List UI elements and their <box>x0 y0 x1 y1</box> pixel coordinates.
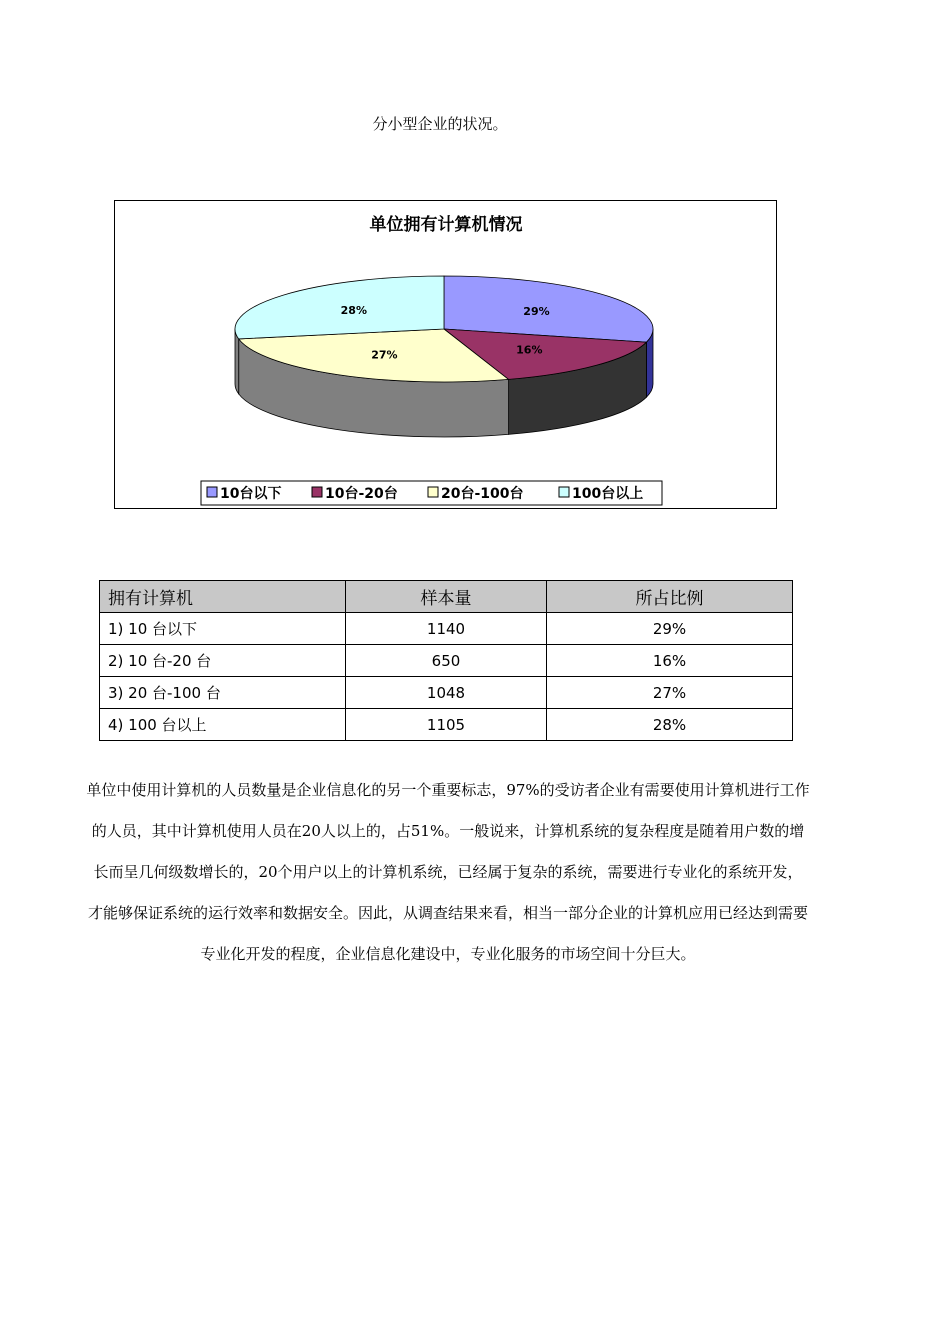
body-paragraph: 单位中使用计算机的人员数量是企业信息化的另一个重要标志，97%的受访者企业有需要使用计算机进行工作的人员，其中计算机使用人员在20人以上的，占51%。一般说来，计算机系统的复杂程度是随着用户数的增长而呈几何级数增长的，20个用户以上的计算机系统，已经属于复杂的系统，需要进行专业化的系统开发，才能够保证系统的运行效率和数据安全。因此，从调查结果来看，相当一部分企业的计算机应用已经达到需要专业化开发的程度，企业信息化建设中，专业化服务的市场空间十分巨大。 <box>86 781 810 963</box>
legend-swatch <box>559 487 569 497</box>
legend-swatch <box>207 487 217 497</box>
row-sample: 650 <box>346 645 547 677</box>
table-row <box>100 645 793 677</box>
table-header-row <box>100 581 793 613</box>
legend-label: 10台-20台 <box>325 486 398 502</box>
header-ownership: 拥有计算机 <box>100 581 346 613</box>
row-category: 2) 10 台-20 台 <box>100 645 346 677</box>
table-row <box>100 709 793 741</box>
row-category: 1) 10 台以下 <box>100 613 346 645</box>
row-category: 3) 20 台-100 台 <box>100 677 346 709</box>
row-category: 4) 100 台以上 <box>100 709 346 741</box>
legend-label: 10台以下 <box>220 486 282 502</box>
row-percent: 29% <box>547 613 793 645</box>
pie-chart-svg <box>115 201 778 510</box>
table-row <box>100 613 793 645</box>
row-percent: 27% <box>547 677 793 709</box>
pie-data-label: 28% <box>340 304 367 318</box>
pie-chart <box>114 200 777 509</box>
pie-data-label: 29% <box>523 304 550 318</box>
intro-text: 分小型企业的状况。 <box>372 115 508 133</box>
pie-slice-3 <box>235 276 444 339</box>
legend-swatch <box>428 487 438 497</box>
row-sample: 1048 <box>346 677 547 709</box>
pie-data-label: 27% <box>371 348 398 362</box>
legend-swatch <box>312 487 322 497</box>
header-proportion: 所占比例 <box>547 581 793 613</box>
row-percent: 16% <box>547 645 793 677</box>
row-percent: 28% <box>547 709 793 741</box>
chart-title: 单位拥有计算机情况 <box>369 215 523 235</box>
computer-ownership-table <box>99 580 793 741</box>
legend-label: 100台以上 <box>572 486 644 502</box>
legend-label: 20台-100台 <box>441 486 524 502</box>
row-sample: 1140 <box>346 613 547 645</box>
pie-data-label: 16% <box>516 343 543 357</box>
header-sample-size: 样本量 <box>346 581 547 613</box>
table-row <box>100 677 793 709</box>
row-sample: 1105 <box>346 709 547 741</box>
